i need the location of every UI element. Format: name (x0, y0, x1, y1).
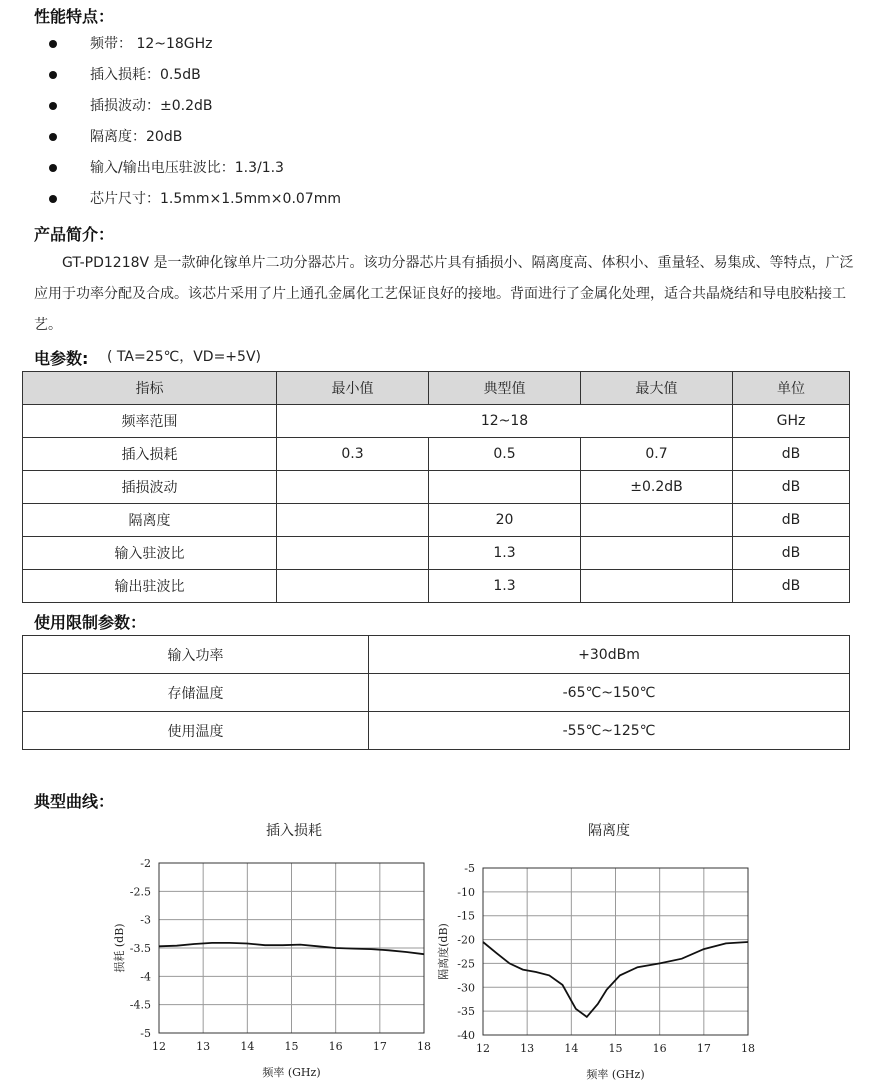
y-tick-label: -3 (140, 913, 151, 927)
param-name: 输出驻波比 (23, 570, 277, 603)
x-tick-label: 12 (152, 1040, 166, 1053)
test-condition: ( TA=25℃，VD=+5V) (107, 349, 261, 365)
x-tick-label: 15 (284, 1040, 299, 1053)
limit-value: -55℃~125℃ (369, 712, 850, 750)
typical-value: 1.3 (429, 537, 581, 570)
feature-text: 插入损耗：0.5dB (90, 67, 201, 83)
unit: dB (733, 504, 850, 537)
param-name: 插入损耗 (23, 438, 277, 471)
param-name: 隔离度 (23, 504, 277, 537)
column-header: 最大值 (581, 372, 733, 405)
curves-heading: 典型曲线： (34, 792, 115, 811)
chart-title-isolation: 隔离度 (588, 823, 630, 839)
limit-value: -65℃~150℃ (369, 674, 850, 712)
x-tick-label: 15 (608, 1042, 623, 1055)
x-axis-label: 频率 (GHz) (586, 1068, 645, 1081)
column-header: 指标 (23, 372, 277, 405)
feature-text: 频带： 12~18GHz (90, 36, 213, 52)
y-tick-label: -35 (457, 1005, 475, 1019)
y-tick-label: -2 (140, 857, 151, 870)
x-tick-label: 14 (564, 1042, 579, 1055)
unit: GHz (733, 405, 850, 438)
y-tick-label: -20 (457, 933, 475, 947)
limit-name: 存储温度 (23, 674, 369, 712)
typical-value: 0.5 (429, 438, 581, 471)
y-tick-label: -40 (457, 1029, 475, 1042)
y-tick-label: -15 (457, 909, 475, 923)
max-value: 0.7 (581, 438, 733, 471)
param-name: 输入驻波比 (23, 537, 277, 570)
column-header: 单位 (733, 372, 850, 405)
unit: dB (733, 537, 850, 570)
column-header: 最小值 (277, 372, 429, 405)
limit-name: 使用温度 (23, 712, 369, 750)
feature-text: 芯片尺寸：1.5mm×1.5mm×0.07mm (90, 191, 341, 207)
electrical-heading: 电参数: (34, 349, 89, 368)
feature-text: 输入/输出电压驻波比：1.3/1.3 (90, 160, 284, 176)
x-tick-label: 17 (372, 1040, 387, 1053)
feature-text: 插损波动：±0.2dB (90, 98, 213, 114)
y-tick-label: -4.5 (129, 998, 151, 1012)
y-tick-label: -4 (140, 970, 151, 984)
feature-text: 隔离度：20dB (90, 129, 183, 145)
typical-value: 20 (429, 504, 581, 537)
y-tick-label: -2.5 (129, 885, 151, 899)
typical-value: 1.3 (429, 570, 581, 603)
limit-value: +30dBm (369, 636, 850, 674)
limit-name: 输入功率 (23, 636, 369, 674)
param-name: 频率范围 (23, 405, 277, 438)
intro-paragraph: GT-PD1218V 是一款砷化镓单片二功分器芯片。该功分器芯片具有插损小、隔离度高、体积小、重量轻、易集成、等特点，广泛应用于功率分配及合成。该芯片采用了片上通孔金属化工艺保证良好的接地。背面进行了金属化处理，适合共晶烧结和导电胶粘接工艺。 (34, 255, 854, 333)
x-tick-label: 12 (476, 1042, 490, 1055)
x-tick-label: 14 (240, 1040, 255, 1053)
y-tick-label: -30 (457, 981, 475, 995)
x-tick-label: 13 (196, 1040, 211, 1053)
features-heading: 性能特点： (34, 7, 115, 26)
y-axis-label: 隔离度(dB) (437, 923, 450, 980)
y-tick-label: -3.5 (129, 942, 151, 955)
x-tick-label: 18 (417, 1040, 431, 1053)
x-tick-label: 13 (520, 1042, 535, 1055)
y-axis-label: 损耗 (dB) (113, 923, 126, 973)
max-value: ±0.2dB (581, 471, 733, 504)
y-tick-label: -5 (140, 1027, 151, 1040)
x-tick-label: 16 (652, 1042, 667, 1055)
x-tick-label: 18 (741, 1042, 755, 1055)
param-name: 插损波动 (23, 471, 277, 504)
limits-heading: 使用限制参数： (34, 613, 147, 632)
y-tick-label: -10 (457, 885, 475, 899)
y-tick-label: -5 (464, 862, 475, 875)
unit: dB (733, 471, 850, 504)
unit: dB (733, 570, 850, 603)
y-tick-label: -25 (457, 957, 475, 971)
column-header: 典型值 (429, 372, 581, 405)
chart-title-insertion-loss: 插入损耗 (266, 823, 322, 839)
min-value: 0.3 (277, 438, 429, 471)
intro-heading: 产品简介： (34, 225, 115, 244)
x-axis-label: 频率 (GHz) (262, 1066, 321, 1079)
x-tick-label: 17 (696, 1042, 711, 1055)
typical-value: 12~18 (277, 405, 733, 438)
x-tick-label: 16 (328, 1040, 343, 1053)
unit: dB (733, 438, 850, 471)
